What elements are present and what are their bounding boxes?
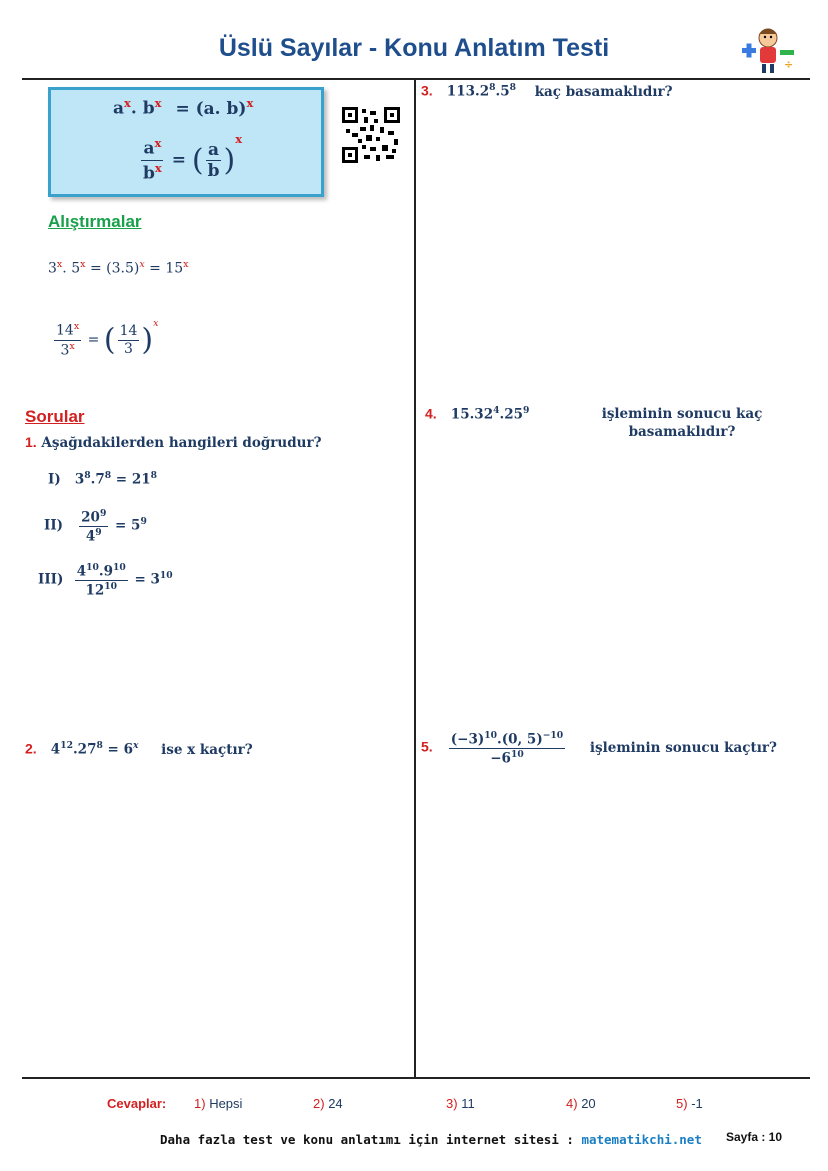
question-1: 1. Aşağıdakilerden hangileri doğrudur? [25, 434, 322, 451]
math-mascot-icon [738, 24, 798, 74]
formula-rule-quotient: $\frac{a^x}{b^x}$ = ( $\frac{a}{b}$ )$^x$ [143, 132, 243, 184]
exercises-heading: Alıştırmalar [48, 212, 142, 231]
formula-rule-product: $a^x$. $b^x = (a$. b)$^x$ [113, 96, 254, 119]
page-number: Sayfa : 10 [726, 1130, 783, 1144]
question-1-option-i: I) $3^8.7^8 = 21^8$ [48, 470, 158, 488]
exercise-2: $\frac{14^x}{3^x}$ = ( $\frac{14}{3}$ )$^x$ [56, 318, 159, 359]
question-4-tail: işleminin sonucu kaç basamaklıdır? [601, 406, 763, 440]
footer-text: Daha fazla test ve konu anlatımı için internet sitesi : matematikchi.net [160, 1132, 702, 1147]
question-5: 5. $\frac{(-3)^{10}.(0, 5)^{-10}}{-6^{10}}$ işleminin sonucu kaçtır? [421, 730, 777, 767]
answer-2: 2) 24 [313, 1096, 343, 1111]
header-divider [22, 78, 810, 80]
page-title: Üslü Sayılar - Konu Anlatım Testi [218, 34, 610, 62]
answer-5: 5) -1 [676, 1096, 703, 1111]
answer-3: 3) 11 [446, 1096, 475, 1111]
exercise-1: 3$^x$. $5^x = (3.5)^x = 15^x$ [48, 259, 189, 277]
formula-box [48, 87, 324, 197]
question-3: 3. $113.2^8.5^8$ kaç basamaklıdır? [421, 82, 673, 100]
svg-text:÷: ÷ [784, 58, 794, 71]
question-1-option-iii: III) $\frac{4^{10}.9^{10}}{12^{10}}$ = $3^{10}$ [38, 562, 173, 599]
questions-heading: Sorular [25, 407, 85, 426]
question-4: 4. $15.32^4.25^9$ [425, 405, 530, 423]
question-1-option-ii: II) $\frac{20^9}{4^9}$ = $5^9$ [44, 508, 147, 545]
footer-divider [22, 1077, 810, 1079]
footer-site-link[interactable]: matematikchi.net [581, 1132, 702, 1147]
answer-4: 4) 20 [566, 1096, 596, 1111]
column-divider [414, 79, 416, 1079]
answers-label: Cevaplar: [107, 1096, 167, 1111]
question-2: 2. $4^{12}.27^8 = 6^x$ ise x kaçtır? [25, 740, 253, 758]
answer-1: 1) Hepsi [194, 1096, 243, 1111]
qr-code-icon[interactable] [342, 107, 400, 163]
